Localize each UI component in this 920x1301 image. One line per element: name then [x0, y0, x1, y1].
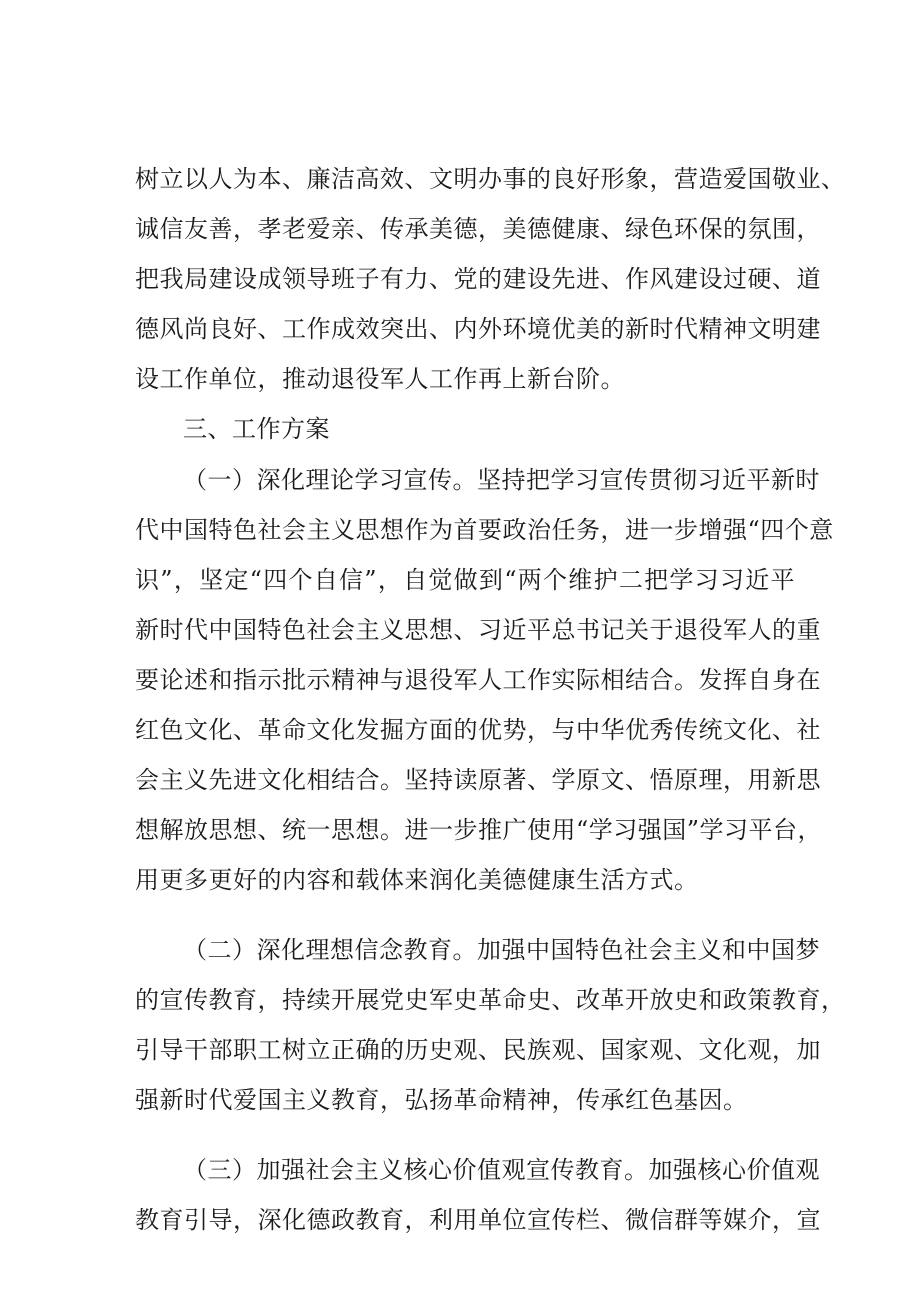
text-line: 设工作单位，推动退役军人工作再上新台阶。 — [135, 365, 625, 393]
text-line: 的宣传教育，持续开展党史军史革命史、改革开放史和政策教育， — [135, 986, 846, 1014]
text-line: 把我局建设成领导班子有力、党的建设先进、作风建设过硬、道 — [135, 265, 821, 293]
paragraph-start-line: （一）深化理论学习宣传。坚持把学习宣传贯彻习近平新时 — [183, 466, 820, 494]
text-line: 要论述和指示批示精神与退役军人工作实际相结合。发挥自身在 — [135, 666, 821, 694]
text-line: 识”，坚定“四个自信”，自觉做到“两个维护二把学习习近平 — [135, 566, 795, 594]
text-line: 教育引导，深化德政教育，利用单位宣传栏、微信群等媒介，宣 — [135, 1206, 821, 1234]
section-heading: 三、工作方案 — [183, 415, 330, 443]
text-line: 会主义先进文化相结合。坚持读原著、学原文、悟原理，用新思 — [135, 766, 821, 794]
text-line: 诚信友善，孝老爱亲、传承美德，美德健康、绿色环保的氛围， — [135, 215, 821, 243]
paragraph-start-line: （三）加强社会主义核心价值观宣传教育。加强核心价值观 — [183, 1156, 820, 1184]
text-line: 想解放思想、统一思想。进一步推广使用“学习强国”学习平台， — [135, 816, 823, 844]
paragraph-start-line: （二）深化理想信念教育。加强中国特色社会主义和中国梦 — [183, 936, 820, 964]
text-line: 代中国特色社会主义思想作为首要政治任务，进一步增强“四个意 — [135, 516, 834, 544]
text-line: 红色文化、革命文化发掘方面的优势，与中华优秀传统文化、社 — [135, 716, 821, 744]
text-line: 新时代中国特色社会主义思想、习近平总书记关于退役军人的重 — [135, 616, 821, 644]
text-line: 引导干部职工树立正确的历史观、民族观、国家观、文化观，加 — [135, 1036, 821, 1064]
text-line: 用更多更好的内容和载体来润化美德健康生活方式。 — [135, 866, 699, 894]
text-line: 德风尚良好、工作成效突出、内外环境优美的新时代精神文明建 — [135, 315, 821, 343]
text-line: 树立以人为本、廉洁高效、文明办事的良好形象，营造爱国敬业、 — [135, 165, 846, 193]
text-line: 强新时代爱国主义教育，弘扬革命精神，传承红色基因。 — [135, 1086, 748, 1114]
